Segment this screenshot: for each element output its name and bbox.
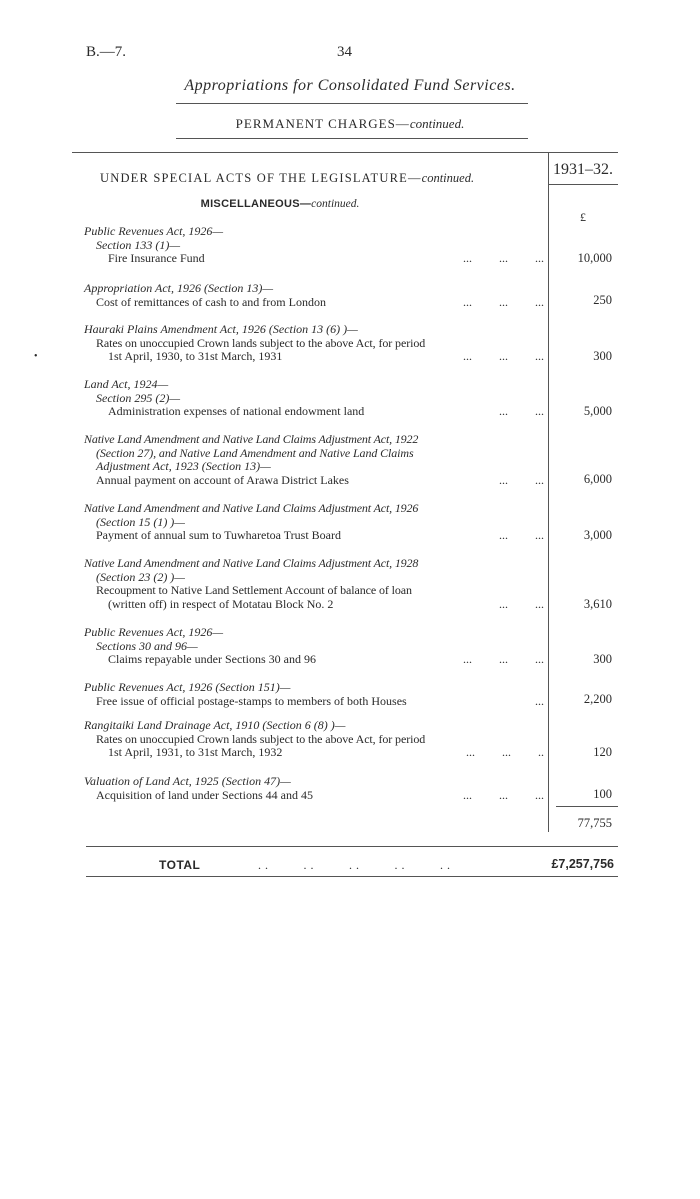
list-item: Appropriation Act, 1926 (Section 13)— Cost of remittances of cash to and from London ... ... ... [84, 281, 544, 309]
amount-value: 100 [593, 787, 612, 801]
total-bottom-rule [86, 876, 618, 877]
total-leader-dots: . . . . . . . . . . [258, 858, 451, 872]
total-label: TOTAL [159, 858, 201, 872]
amount-value: 10,000 [577, 251, 612, 265]
amount-value: 300 [593, 652, 612, 666]
title-rule [176, 103, 528, 104]
section-heading: PERMANENT CHARGES—continued. [235, 116, 465, 131]
table-top-rule [72, 152, 618, 153]
subtotal-value: 77,755 [577, 816, 612, 830]
category-heading: MISCELLANEOUS—continued. [200, 198, 360, 210]
amount-value: 6,000 [583, 472, 612, 486]
year-column-header: 1931–32. [553, 161, 613, 178]
amount-value: 3,610 [583, 597, 612, 611]
heading-rule [176, 138, 528, 139]
total-value: £7,257,756 [551, 857, 614, 871]
amount-value: 120 [593, 745, 612, 759]
total-top-rule [86, 846, 618, 847]
list-item: Hauraki Plains Amendment Act, 1926 (Section 13 (6) )— Rates on unoccupied Crown lands subject to the above Act, for period 1st April, 1930, to 31st March, 1931 ... ... ... [84, 322, 544, 363]
amount-value: 3,000 [583, 528, 612, 542]
document-reference: B.—7. [86, 44, 127, 60]
list-item: Native Land Amendment and Native Land Claims Adjustment Act, 1928 (Section 23 (2) )— Recoupment to Native Land Settlement Account of balance of loan (written off) in respect of Motatau Block No. 2 ... ... [84, 556, 544, 611]
page-title: Appropriations for Consolidated Fund Services. [184, 77, 516, 94]
list-item: Public Revenues Act, 1926— Sections 30 and 96— Claims repayable under Sections 30 and 96 ... ... ... [84, 625, 544, 666]
list-item: Rangitaiki Land Drainage Act, 1910 (Section 6 (8) )— Rates on unoccupied Crown lands subject to the above Act, for period 1st April, 1931, to 31st March, 1932 ... ... .. [84, 718, 544, 759]
amount-column-rule [548, 152, 549, 832]
year-rule [548, 184, 618, 185]
amount-value: 250 [593, 293, 612, 307]
amount-value: 2,200 [583, 692, 612, 706]
subsection-heading: UNDER SPECIAL ACTS OF THE LEGISLATURE—continued. [100, 171, 475, 185]
list-item: Land Act, 1924— Section 295 (2)— Administration expenses of national endowment land ... ... [84, 377, 544, 418]
amount-value: 300 [593, 349, 612, 363]
list-item: Native Land Amendment and Native Land Claims Adjustment Act, 1926 (Section 15 (1) )— Payment of annual sum to Tuwharetoa Trust Board ... ... [84, 501, 544, 542]
list-item: Native Land Amendment and Native Land Claims Adjustment Act, 1922 (Section 27), and Native Land Amendment and Native Land Claims Adjustment Act, 1923 (Section 13)— Annual payment on account of Arawa District Lakes ... ... [84, 432, 544, 487]
list-item: Valuation of Land Act, 1925 (Section 47)— Acquisition of land under Sections 44 and 45 ... ... ... [84, 774, 544, 802]
subtotal-rule [556, 806, 618, 807]
amount-value: 5,000 [583, 404, 612, 418]
margin-dot: • [34, 351, 38, 362]
currency-symbol: £ [580, 210, 586, 224]
list-item: Public Revenues Act, 1926 (Section 151)— Free issue of official postage-stamps to members of both Houses ... [84, 680, 544, 708]
list-item: Public Revenues Act, 1926— Section 133 (1)— Fire Insurance Fund ... ... ... [84, 224, 544, 265]
page-number: 34 [337, 44, 352, 60]
